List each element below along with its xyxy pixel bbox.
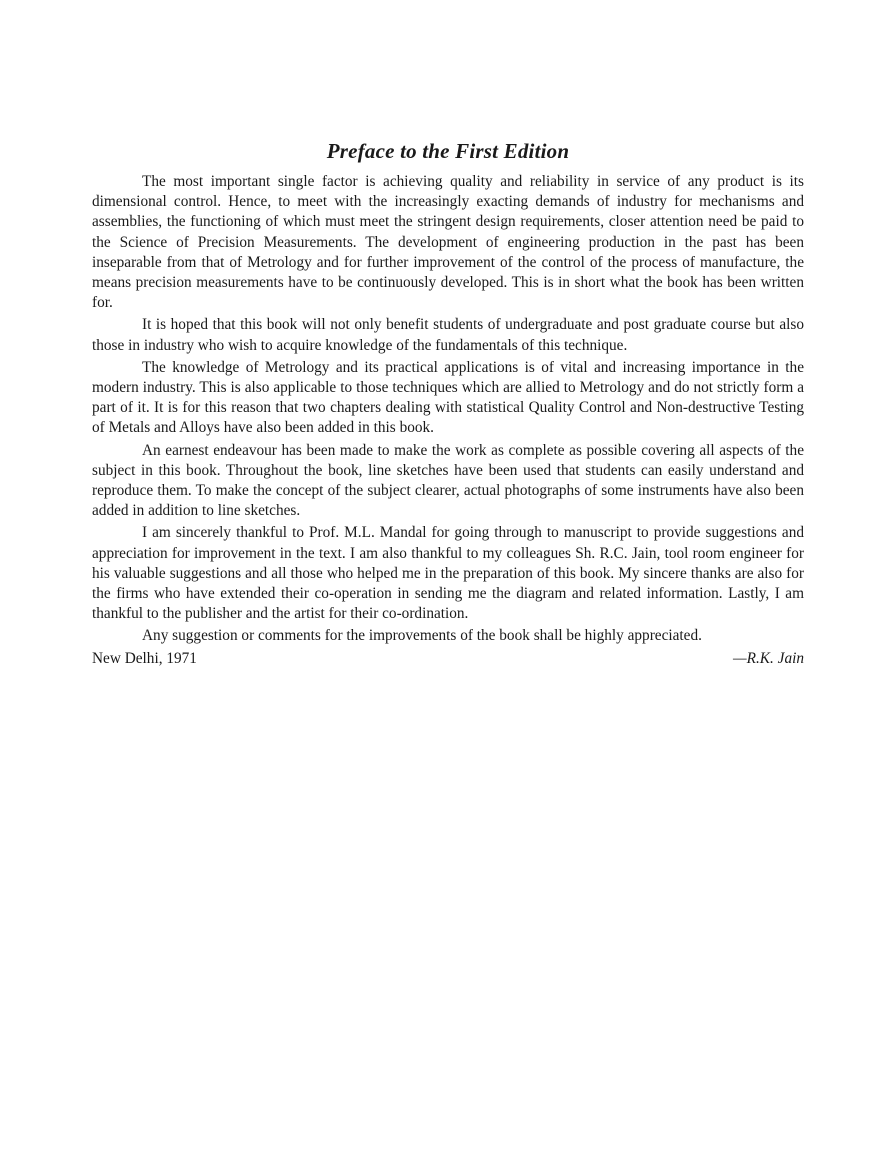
paragraph: Any suggestion or comments for the improvements of the book shall be highly appreciated. [142, 627, 702, 645]
page-title: Preface to the First Edition [326, 139, 570, 163]
preface-page [92, 138, 804, 669]
signoff [92, 649, 804, 669]
paragraph: It is hoped that this book will not only benefit students of undergraduate and post graduate course but also those in industry who wish to acquire knowledge of the fundamentals of this technique. [92, 316, 804, 354]
paragraph: The knowledge of Metrology and its practical applications is of vital and increasing importance in the modern industry. This is also applicable to those techniques which are allied to Metrology and do not strictly form a part of it. It is for this reason that two chapters dealing with statistical Quality Control and Non-destructive Testing of Metals and Alloys have also been added in this book. [92, 358, 804, 437]
place-date: New Delhi, 1971 [92, 649, 197, 667]
paragraph: An earnest endeavour has been made to make the work as complete as possible covering all aspects of the subject in this book. Throughout the book, line sketches have been used that students can easily understand and reproduce them. To make the concept of the subject clearer, actual photographs of some instruments have also been added in addition to line sketches. [92, 441, 804, 520]
author-signature: —R.K. Jain [733, 649, 804, 667]
paragraph: The most important single factor is achieving quality and reliability in service of any product is its dimensional control. Hence, to meet with the increasingly exacting demands of industry for mechanisms and assemblies, the functioning of which must meet the stringent design requirements, closer attention need be paid to the Science of Precision Measurements. The development of engineering production in the past has been inseparable from that of Metrology and for further improvement of the control of the process of manufacture, the means precision measurements have to be continuously developed. This is in short what the book has been written for. [92, 173, 804, 312]
paragraph: I am sincerely thankful to Prof. M.L. Mandal for going through to manuscript to provide suggestions and appreciation for improvement in the text. I am also thankful to my colleagues Sh. R.C. Jain, tool room engineer for his valuable suggestions and all those who helped me in the preparation of this book. My sincere thanks are also for the firms who have extended their co-operation in sending me the diagram and related information. Lastly, I am thankful to the publisher and the artist for their co-ordination. [92, 524, 804, 623]
